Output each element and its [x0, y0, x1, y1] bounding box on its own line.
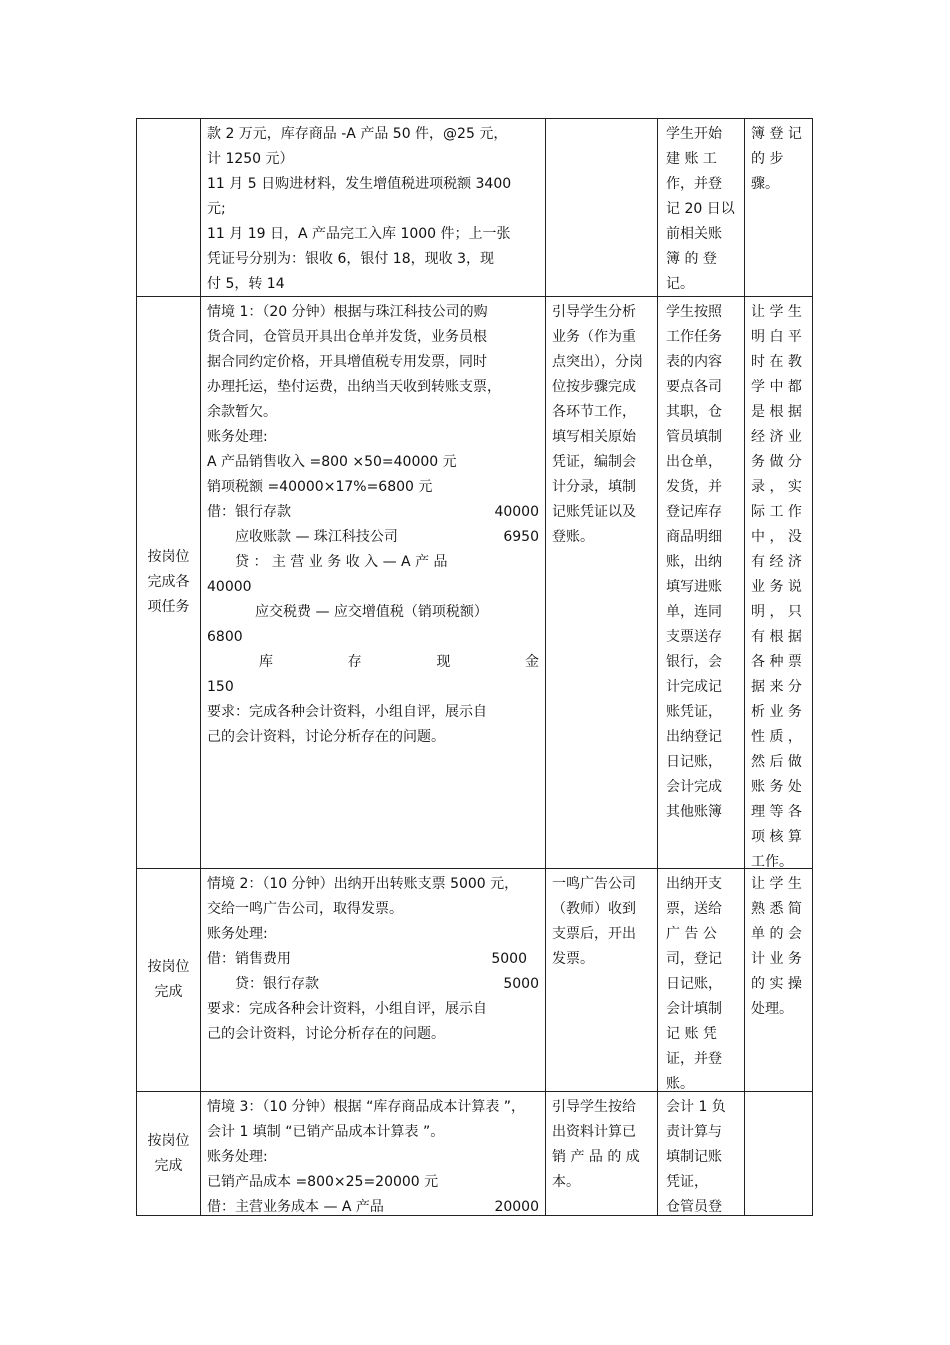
content-cell: 款 2 万元，库存商品 -A 产品 50 件，@25 元， 计 1250 元） 11 月 5 日购进材料，发生增值税进项税额 3400 元; 11 月 19 日，A 产品完工入库 1000 件；上一张 凭证号分别为：银收 6，银付 18，现收 3，现 付 5，转 14 — [201, 119, 546, 296]
teacher-cell: 引导学生按给 出资料计算已 销 产 品 的 成 本。 — [546, 1092, 658, 1215]
stage-cell — [137, 119, 201, 296]
teacher-cell: 引导学生分析 业务（作为重 点突出），分岗 位按步骤完成 各环节工作， 填写相关原始 凭证，编制会 计分录，填制 记账凭证以及 登账。 — [546, 297, 658, 868]
stage-cell: 按岗位 完成各 项任务 — [137, 297, 201, 868]
teacher-cell — [546, 119, 658, 296]
teacher-cell: 一鸣广告公司 （教师）收到 支票后，开出 发票。 — [546, 869, 658, 1091]
stage-cell: 按岗位 完成 — [137, 869, 201, 1091]
table-row — [137, 296, 812, 868]
table-row — [137, 1091, 812, 1215]
purpose-cell: 让 学 生 熟 悉 简 单 的 会 计 业 务 的 实 操 处理。 — [751, 876, 802, 1017]
journal-line: 库 存 现 金 — [259, 654, 539, 670]
journal-line: 借：主营业务成本 — A 产品 20000 — [207, 1199, 539, 1215]
content-cell: 情境 2：（10 分钟）出纳开出转账支票 5000 元， 交给一鸣广告公司，取得发票。 账务处理: 借：销售费用 5000 贷：银行存款 5000 要求：完成各种会计资料，小组自评，展示自 己的会计资料，讨论分析存在的问题。 — [201, 869, 546, 1091]
purpose-cell — [745, 1092, 812, 1215]
journal-line: 应收账款 — 珠江科技公司 6950 — [235, 529, 539, 545]
student-cell: 学生开始 建 账 工 作，并登 记 20 日以 前相关账 簿 的 登 记。 — [658, 119, 745, 296]
journal-line: 借：销售费用 5000 — [207, 951, 527, 967]
journal-line: 贷：银行存款 5000 — [235, 976, 539, 992]
lesson-plan-table — [136, 118, 813, 1216]
content-cell: 情境 3：（10 分钟）根据 “库存商品成本计算表 ”， 会计 1 填制 “已销产品成本计算表 ”。 账务处理: 已销产品成本 =800×25=20000 元 借：主营业务成本 — A 产品 20000 — [201, 1092, 546, 1215]
purpose-cell: 簿 登 记 的 步 骤。 — [751, 126, 802, 192]
journal-line: 贷 ： 主 营 业 务 收 入 — A 产 品 — [235, 554, 448, 570]
student-cell: 会计 1 负 责计算与 填制记账 凭证， 仓管员登 — [658, 1092, 745, 1215]
student-cell: 学生按照 工作任务 表的内容 要点各司 其职，仓 管员填制 出仓单， 发货，并 登记库存 商品明细 账，出纳 填写进账 单，连同 支票送存 银行，会 计完成记 账凭证， 出纳登记 日记账， 会计完成 其他账簿 — [658, 297, 745, 868]
table-row — [137, 868, 812, 1091]
content-cell: 情境 1：（20 分钟）根据与珠江科技公司的购 货合同，仓管员开具出仓单并发货，业务员根 据合同约定价格，开具增值税专用发票，同时 办理托运，垫付运费，出纳当天收到转账支票， 余款暂欠。 账务处理: A 产品销售收入 =800 ×50=40000 元 销项税额 =40000×17%=6800 元 借：银行存款 40000 应收账款 — 珠江科技公司 6950 贷 ： 主 营 业 务 收 入 — A 产 品 40000 应交税费 — 应交增值税（销项税额） 6800 库 存 现 金 150 要求：完成各种会计资料，小组自评，展示自 己的会计资料，讨论分析存在的问题。 — [201, 297, 546, 868]
journal-line: 借：银行存款 40000 — [207, 504, 539, 520]
student-cell: 出纳开支 票，送给 广 告 公 司，登记 日记账， 会计填制 记 账 凭 证，并登 账。 — [658, 869, 745, 1091]
journal-line: 应交税费 — 应交增值税（销项税额） — [255, 604, 488, 620]
purpose-cell: 让 学 生 明 白 平 时 在 教 学 中 都 是 根 据 经 济 业 务 做 分 录 ， 实 际 工 作 中 ， 没 有 经 济 业 务 说 明 ， 只 有 根 据 各 种 票 据 来 分 析 业 务 性 质 ， 然 后 做 账 务 处 理 等 各 项 核 算 工作。 — [751, 304, 802, 868]
table-row — [137, 119, 812, 296]
stage-cell: 按岗位 完成 — [137, 1092, 201, 1215]
